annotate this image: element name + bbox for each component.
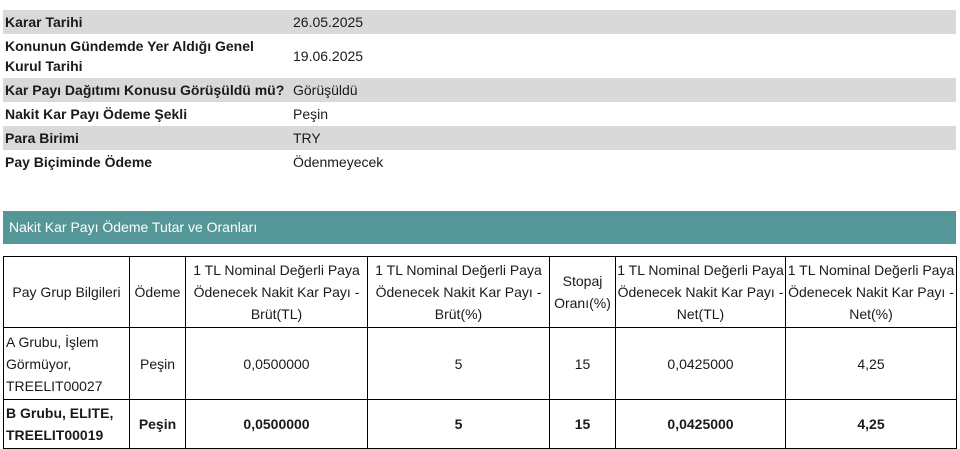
table-cell: 0,0500000	[186, 328, 368, 400]
table-cell: Peşin	[130, 328, 186, 400]
table-cell: 15	[550, 400, 616, 449]
info-value: 26.05.2025	[289, 10, 956, 34]
table-header-row	[4, 257, 957, 328]
table-cell: 0,0425000	[616, 328, 786, 400]
info-value: 19.06.2025	[293, 48, 364, 64]
info-label: Para Birimi	[3, 126, 289, 150]
column-header-brut-tl: 1 TL Nominal Değerli Paya Ödenecek Nakit Kar Payı - Brüt(TL)	[186, 257, 368, 328]
table-cell: 5	[368, 328, 550, 400]
column-header-odeme: Ödeme	[130, 257, 186, 328]
info-row-para-birimi	[3, 126, 956, 150]
info-value: TRY	[289, 126, 956, 150]
section-header: Nakit Kar Payı Ödeme Tutar ve Oranları	[3, 211, 956, 244]
table-row	[4, 400, 957, 449]
table-cell: 5	[368, 400, 550, 449]
info-label: Pay Biçiminde Ödeme	[5, 154, 153, 170]
column-header-pay-grup: Pay Grup Bilgileri	[4, 257, 130, 328]
table-cell: 15	[550, 328, 616, 400]
info-label: Kar Payı Dağıtımı Konusu Görüşüldü mü?	[3, 78, 289, 102]
info-value: Ödenmeyecek	[293, 154, 384, 170]
info-value: Peşin	[293, 106, 329, 122]
info-row-gorusuldu-mu	[3, 78, 956, 102]
info-row-odeme-sekli	[3, 102, 956, 126]
table-cell: 4,25	[786, 328, 957, 400]
decision-info-table	[3, 10, 956, 174]
table-cell: B Grubu, ELITE, TREELIT00019	[4, 400, 130, 449]
info-label: Karar Tarihi	[3, 10, 289, 34]
table-cell: 0,0500000	[186, 400, 368, 449]
table-cell: 4,25	[786, 400, 957, 449]
info-row-pay-bicimi	[3, 150, 956, 174]
info-value: Görüşüldü	[289, 78, 956, 102]
dividend-table	[3, 256, 957, 449]
table-row	[4, 328, 957, 400]
column-header-stopaj: Stopaj Oranı(%)	[550, 257, 616, 328]
table-cell: 0,0425000	[616, 400, 786, 449]
table-cell: A Grubu, İşlem Görmüyor, TREELIT00027	[4, 328, 130, 400]
table-cell: Peşin	[130, 400, 186, 449]
info-row-karar-tarihi	[3, 10, 956, 34]
column-header-net-tl: 1 TL Nominal Değerli Paya Ödenecek Nakit Kar Payı - Net(TL)	[616, 257, 786, 328]
info-row-genel-kurul-tarihi	[3, 34, 956, 78]
info-label: Nakit Kar Payı Ödeme Şekli	[5, 106, 188, 122]
info-label: Konunun Gündemde Yer Aldığı Genel Kurul Tarihi	[5, 38, 254, 74]
decision-info-section	[3, 10, 956, 174]
column-header-net-yuzde: 1 TL Nominal Değerli Paya Ödenecek Nakit Kar Payı - Net(%)	[786, 257, 957, 328]
column-header-brut-yuzde: 1 TL Nominal Değerli Paya Ödenecek Nakit Kar Payı - Brüt(%)	[368, 257, 550, 328]
